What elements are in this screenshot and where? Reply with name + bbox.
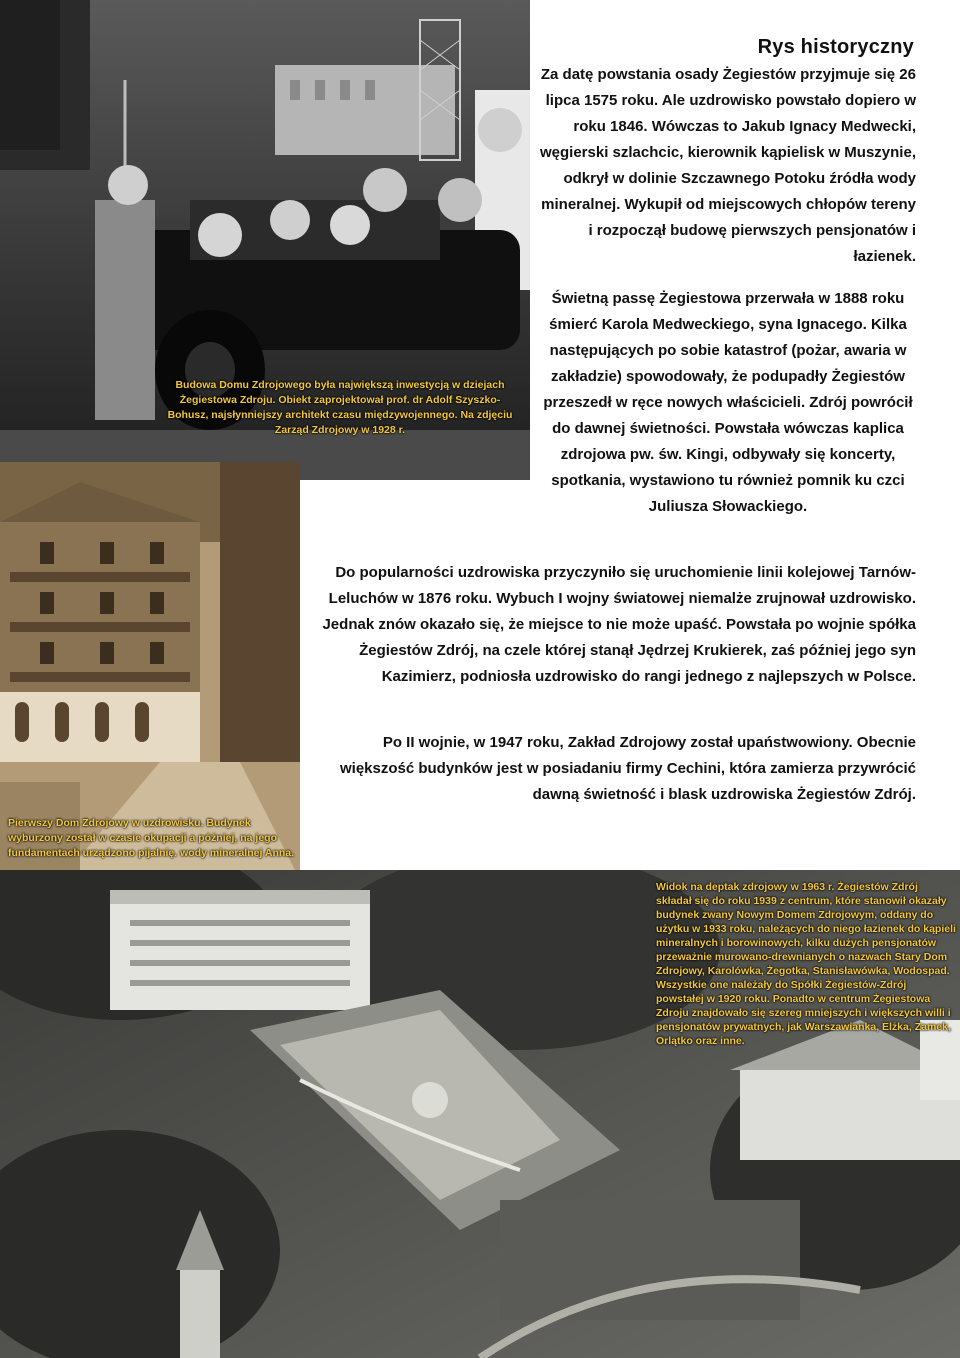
building-photo-caption: Pierwszy Dom Zdrojowy w uzdrowisku. Budynek wyburzony został w czasie okupacji a później, na jego fundamentach urządzono pijalnię. wody mineralnej Anna.: [8, 817, 295, 859]
paragraph-railway-interwar: Do popularności uzdrowiska przyczyniło się uruchomienie linii kolejowej Tarnów-Leluchów w 1876 roku. Wybuch I wojny światowej niemalże zrujnował uzdrowisko. Jednak znów okazało się, że miejsce to nie może upaść. Powstała po wojnie spółka Żegiestów Zdrój, na czele której stanął Jędrzej Krukierek, zaś później jego syn Kazimierz, podniosła uzdrowisko do rangi jednego z najlepszych w Polsce.: [322, 564, 916, 685]
paragraph-postwar: Po II wojnie, w 1947 roku, Zakład Zdrojowy został upaństwowiony. Obecnie większość budynków jest w posiadaniu firmy Cechini, która zamierza przywrócić dawną świetność i blask uzdrowiska Żegiestów Zdrój.: [339, 734, 916, 803]
paragraph-decline-revival: Świetną passę Żegiestowa przerwała w 1888 roku śmierć Karola Medweckiego, syna Ignacego. Kilka następujących po sobie katastrof (pożar, awaria w zakładzie) spowodowały, że podupadły Żegiestów przeszedł w ręce nowych właścicieli. Zdrój powrócił do dawnej świetności. Powstała wówczas kaplica zdrojowa pw. św. Kingi, odbywały się koncerty, spotkania, wystawiono tu również pomnik ku czci Juliusza Słowackiego.: [543, 290, 913, 515]
page-title: Rys historyczny: [757, 36, 914, 58]
paragraph-founding: Za datę powstania osady Żegiestów przyjmuje się 26 lipca 1575 roku. Ale uzdrowisko powstało dopiero w roku 1846. Wówczas to Jakub Ignacy Medwecki, węgierski szlachcic, kierownik kąpielisk w Muszynie, odkrył w dolinie Szczawnego Potoku źródła wody mineralnej. Wykupił od miejscowych chłopów tereny i rozpoczął budowę pierwszych pensjonatów i łazienek.: [539, 66, 916, 265]
aerial-photo-caption: Widok na deptak zdrojowy w 1963 r. Żegiestów Zdrój składał się do roku 1939 z centrum, które stanowił okazały budynek zwany Nowym Domem Zdrojowym, oddany do użytku w 1933 roku, należących do niego łazienek do kąpieli mineralnych i borowinowych, kilku dużych pensjonatów przeważnie murowano-drewnianych o nazwach Stary Dom Zdrojowy, Karolówka, Żegotka, Stanisławówka, Wodospad. Wszystkie one należały do Spółki Żegiestów-Zdrój powstałej w 1920 roku. Ponadto w centrum Żegiestowa Zdroju znajdowało się szereg mniejszych i większych willi i pensjonatów prywatnych, jak Warszawianka, Elżka, Zamek, Orlątko oraz inne.: [656, 881, 956, 1047]
car-photo-caption: Budowa Domu Zdrojowego była największą inwestycją w dziejach Żegiestowa Zdroju. Obiekt zaprojektował prof. dr Adolf Szyszko-Bohusz, najsłynniejszy architekt czasu międzywojennego. Na zdjęciu Zarząd Zdrojowy w 1928 r.: [167, 379, 513, 436]
